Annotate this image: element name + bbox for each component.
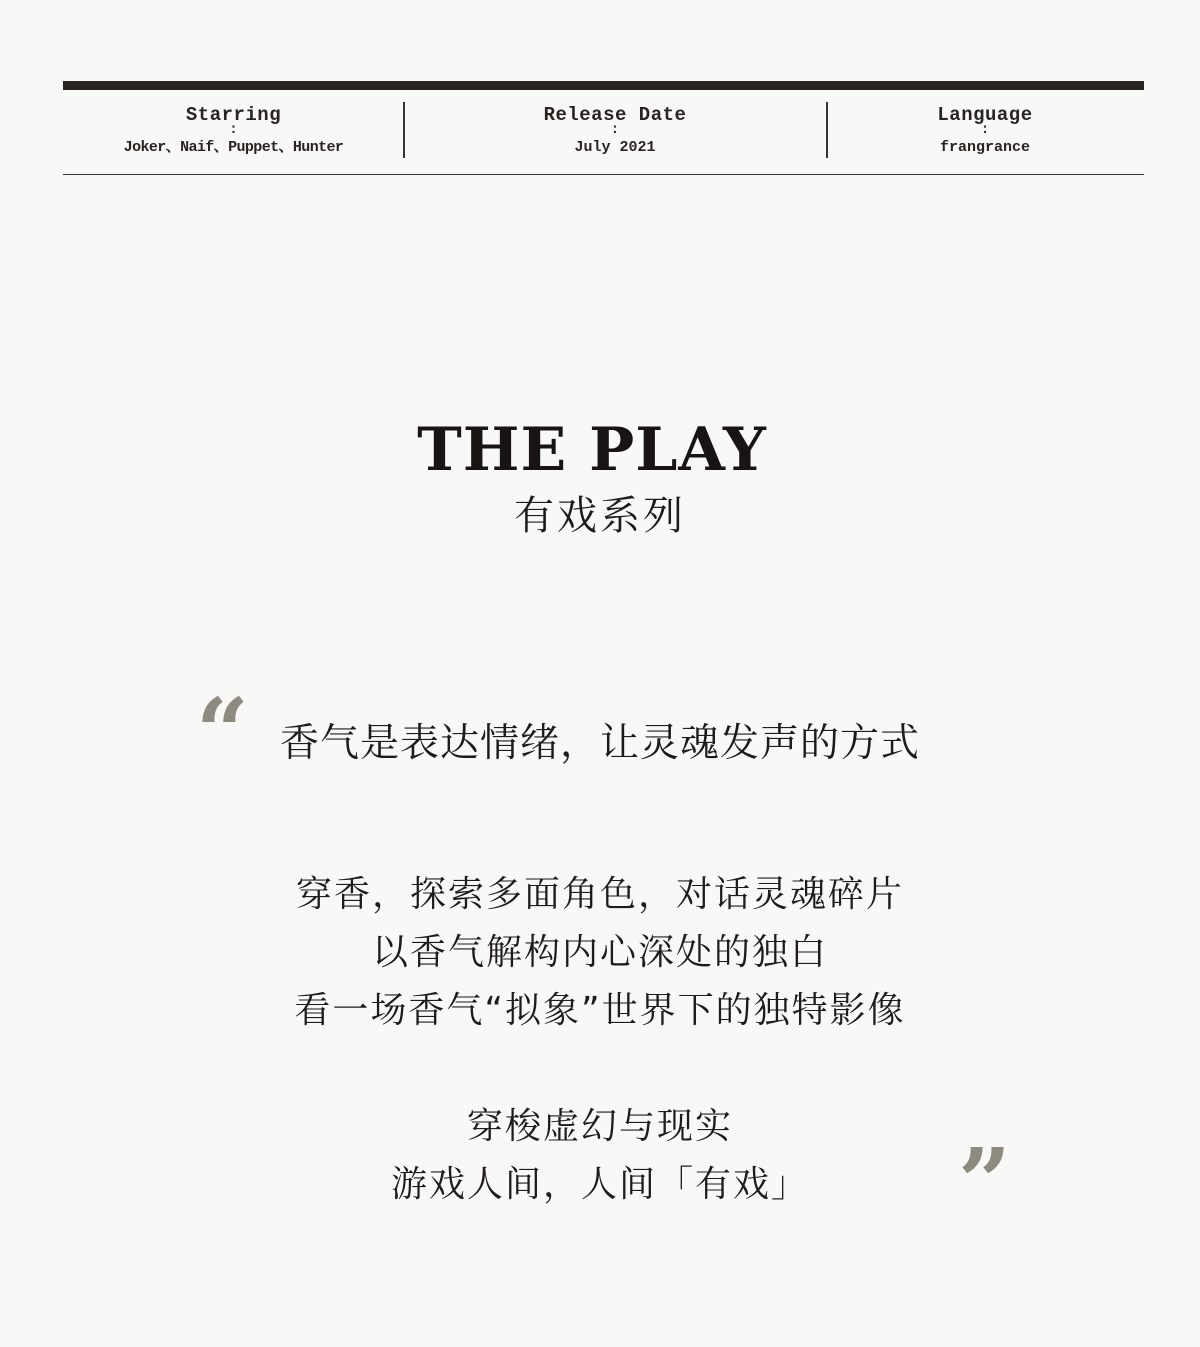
credit-release-value: July 2021 <box>574 139 656 156</box>
title-english-text: THE PLAY <box>417 415 767 485</box>
credit-language-separator: : <box>980 122 990 138</box>
quote-line: 游戏人间，人间「有戏」 <box>390 1164 809 1205</box>
credits-bar <box>63 90 1144 175</box>
credit-release-separator: : <box>610 122 620 138</box>
title-chinese: 有戏系列 <box>514 493 686 539</box>
credit-language-label: Language <box>937 104 1033 126</box>
credit-language-value: frangrance <box>939 139 1030 156</box>
credit-language <box>826 90 1144 174</box>
quote-line: 穿梭虚幻与现实 <box>466 1106 733 1147</box>
quote-line: 穿香，探索多面角色，对话灵魂碎片 <box>295 874 904 915</box>
close-quote-icon: ” <box>958 1128 1011 1236</box>
credit-starring-separator: : <box>229 122 238 138</box>
credit-release-date <box>404 90 826 174</box>
quote-lead-line: 香气是表达情绪，让灵魂发声的方式 <box>279 721 920 766</box>
credit-starring <box>63 90 404 174</box>
quote-paragraph-2 <box>0 1098 1200 1214</box>
credits-divider <box>403 102 405 158</box>
quote-line: 以香气解构内心深处的独白 <box>371 932 828 973</box>
credit-release-label: Release Date <box>543 104 687 126</box>
title-english <box>0 415 1200 485</box>
top-thick-rule <box>63 81 1144 90</box>
credits-divider <box>826 102 828 158</box>
open-quote-icon: “ <box>196 678 249 786</box>
credit-starring-label: Starring <box>185 104 282 126</box>
quote-paragraph-1 <box>0 866 1200 1040</box>
quote-line: 看一场香气“拟象”世界下的独特影像 <box>294 990 906 1031</box>
credit-starring-value: Joker、Naif、Puppet、Hunter <box>123 139 344 156</box>
